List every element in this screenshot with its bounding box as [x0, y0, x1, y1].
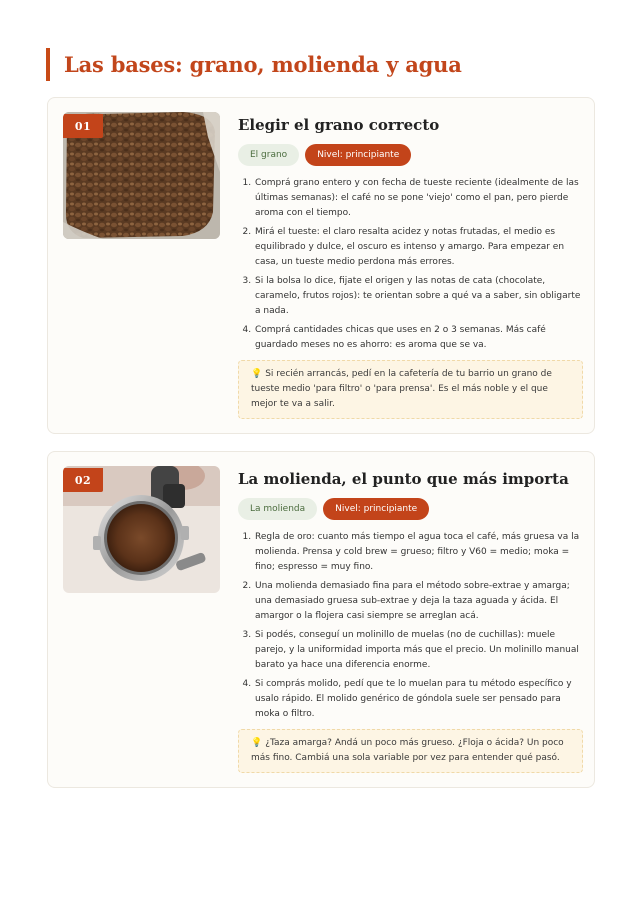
card-number-badge: 01: [63, 114, 103, 138]
card-content: [238, 112, 583, 419]
portafilter-ground-coffee-photo: [63, 466, 220, 593]
section-accent-bar: [46, 48, 50, 81]
tip-box: [238, 360, 583, 419]
tip-text: Si recién arrancás, pedí en la cafetería de tu barrio un grano de tueste medio 'para filtro' o 'para prensa'. Es el más noble y el que mejor te va a salir.: [251, 369, 552, 409]
step-item: 2. Una molienda demasiado fina para el método sobre-extrae y amarga; una demasiado gruesa sub-extrae y deja la taza aguada y ácida. El amargor o la flojera casi siempre se arreglan acá.: [254, 579, 583, 624]
tag-list: [238, 144, 583, 166]
section-title: Las bases: grano, molienda y agua: [64, 52, 462, 77]
step-item: 1. Regla de oro: cuanto más tiempo el agua toca el café, más gruesa va la molienda. Prensa y cold brew = grueso; filtro y V60 = medio; moka = fino; espresso = muy fino.: [254, 530, 583, 575]
step-item: 4. Si comprás molido, pedí que te lo muelan para tu método específico y usalo rápido. El molido genérico de góndola suele ser pensado para moka o filtro.: [254, 677, 583, 722]
level-tag: Nivel: principiante: [323, 498, 429, 520]
card-content: [238, 466, 583, 773]
tip-box: [238, 729, 583, 773]
lightbulb-icon: 💡: [251, 738, 263, 748]
card-title: Elegir el grano correcto: [238, 116, 440, 134]
step-item: 3. Si podés, conseguí un molinillo de muelas (no de cuchillas): muele parejo, y la uniformidad importa más que el precio. Un molinillo manual barato ya hace una diferencia enorme.: [254, 628, 583, 673]
lightbulb-icon: 💡: [251, 369, 263, 379]
coffee-beans-photo: [63, 112, 220, 239]
step-item: 2. Mirá el tueste: el claro resalta acidez y notas frutadas, el medio es equilibrado y dulce, el oscuro es intenso y amargo. Para empezar en casa, un tueste medio perdona más errores.: [254, 225, 583, 270]
card-molienda: [47, 451, 595, 788]
card-number-badge: 02: [63, 468, 103, 492]
card-grano: [47, 97, 595, 434]
steps-list: [238, 176, 583, 353]
topic-tag: El grano: [238, 144, 299, 166]
topic-tag: La molienda: [238, 498, 317, 520]
step-item: 4. Comprá cantidades chicas que uses en 2 o 3 semanas. Más café guardado meses no es ahorro: es aroma que se va.: [254, 323, 583, 353]
tag-list: [238, 498, 583, 520]
steps-list: [238, 530, 583, 722]
section-header: [46, 48, 462, 81]
card-title: La molienda, el punto que más importa: [238, 470, 569, 488]
step-item: 3. Si la bolsa lo dice, fijate el origen y las notas de cata (chocolate, caramelo, frutos rojos): te orientan sobre a qué va a saber, sin obligarte a nada.: [254, 274, 583, 319]
level-tag: Nivel: principiante: [305, 144, 411, 166]
step-item: 1. Comprá grano entero y con fecha de tueste reciente (idealmente de las últimas semanas): el café no se pone 'viejo' como el pan, pero pierde aroma con el tiempo.: [254, 176, 583, 221]
tip-text: ¿Taza amarga? Andá un poco más grueso. ¿Floja o ácida? Un poco más fino. Cambiá una sola variable por vez para entender qué pasó.: [251, 738, 564, 763]
